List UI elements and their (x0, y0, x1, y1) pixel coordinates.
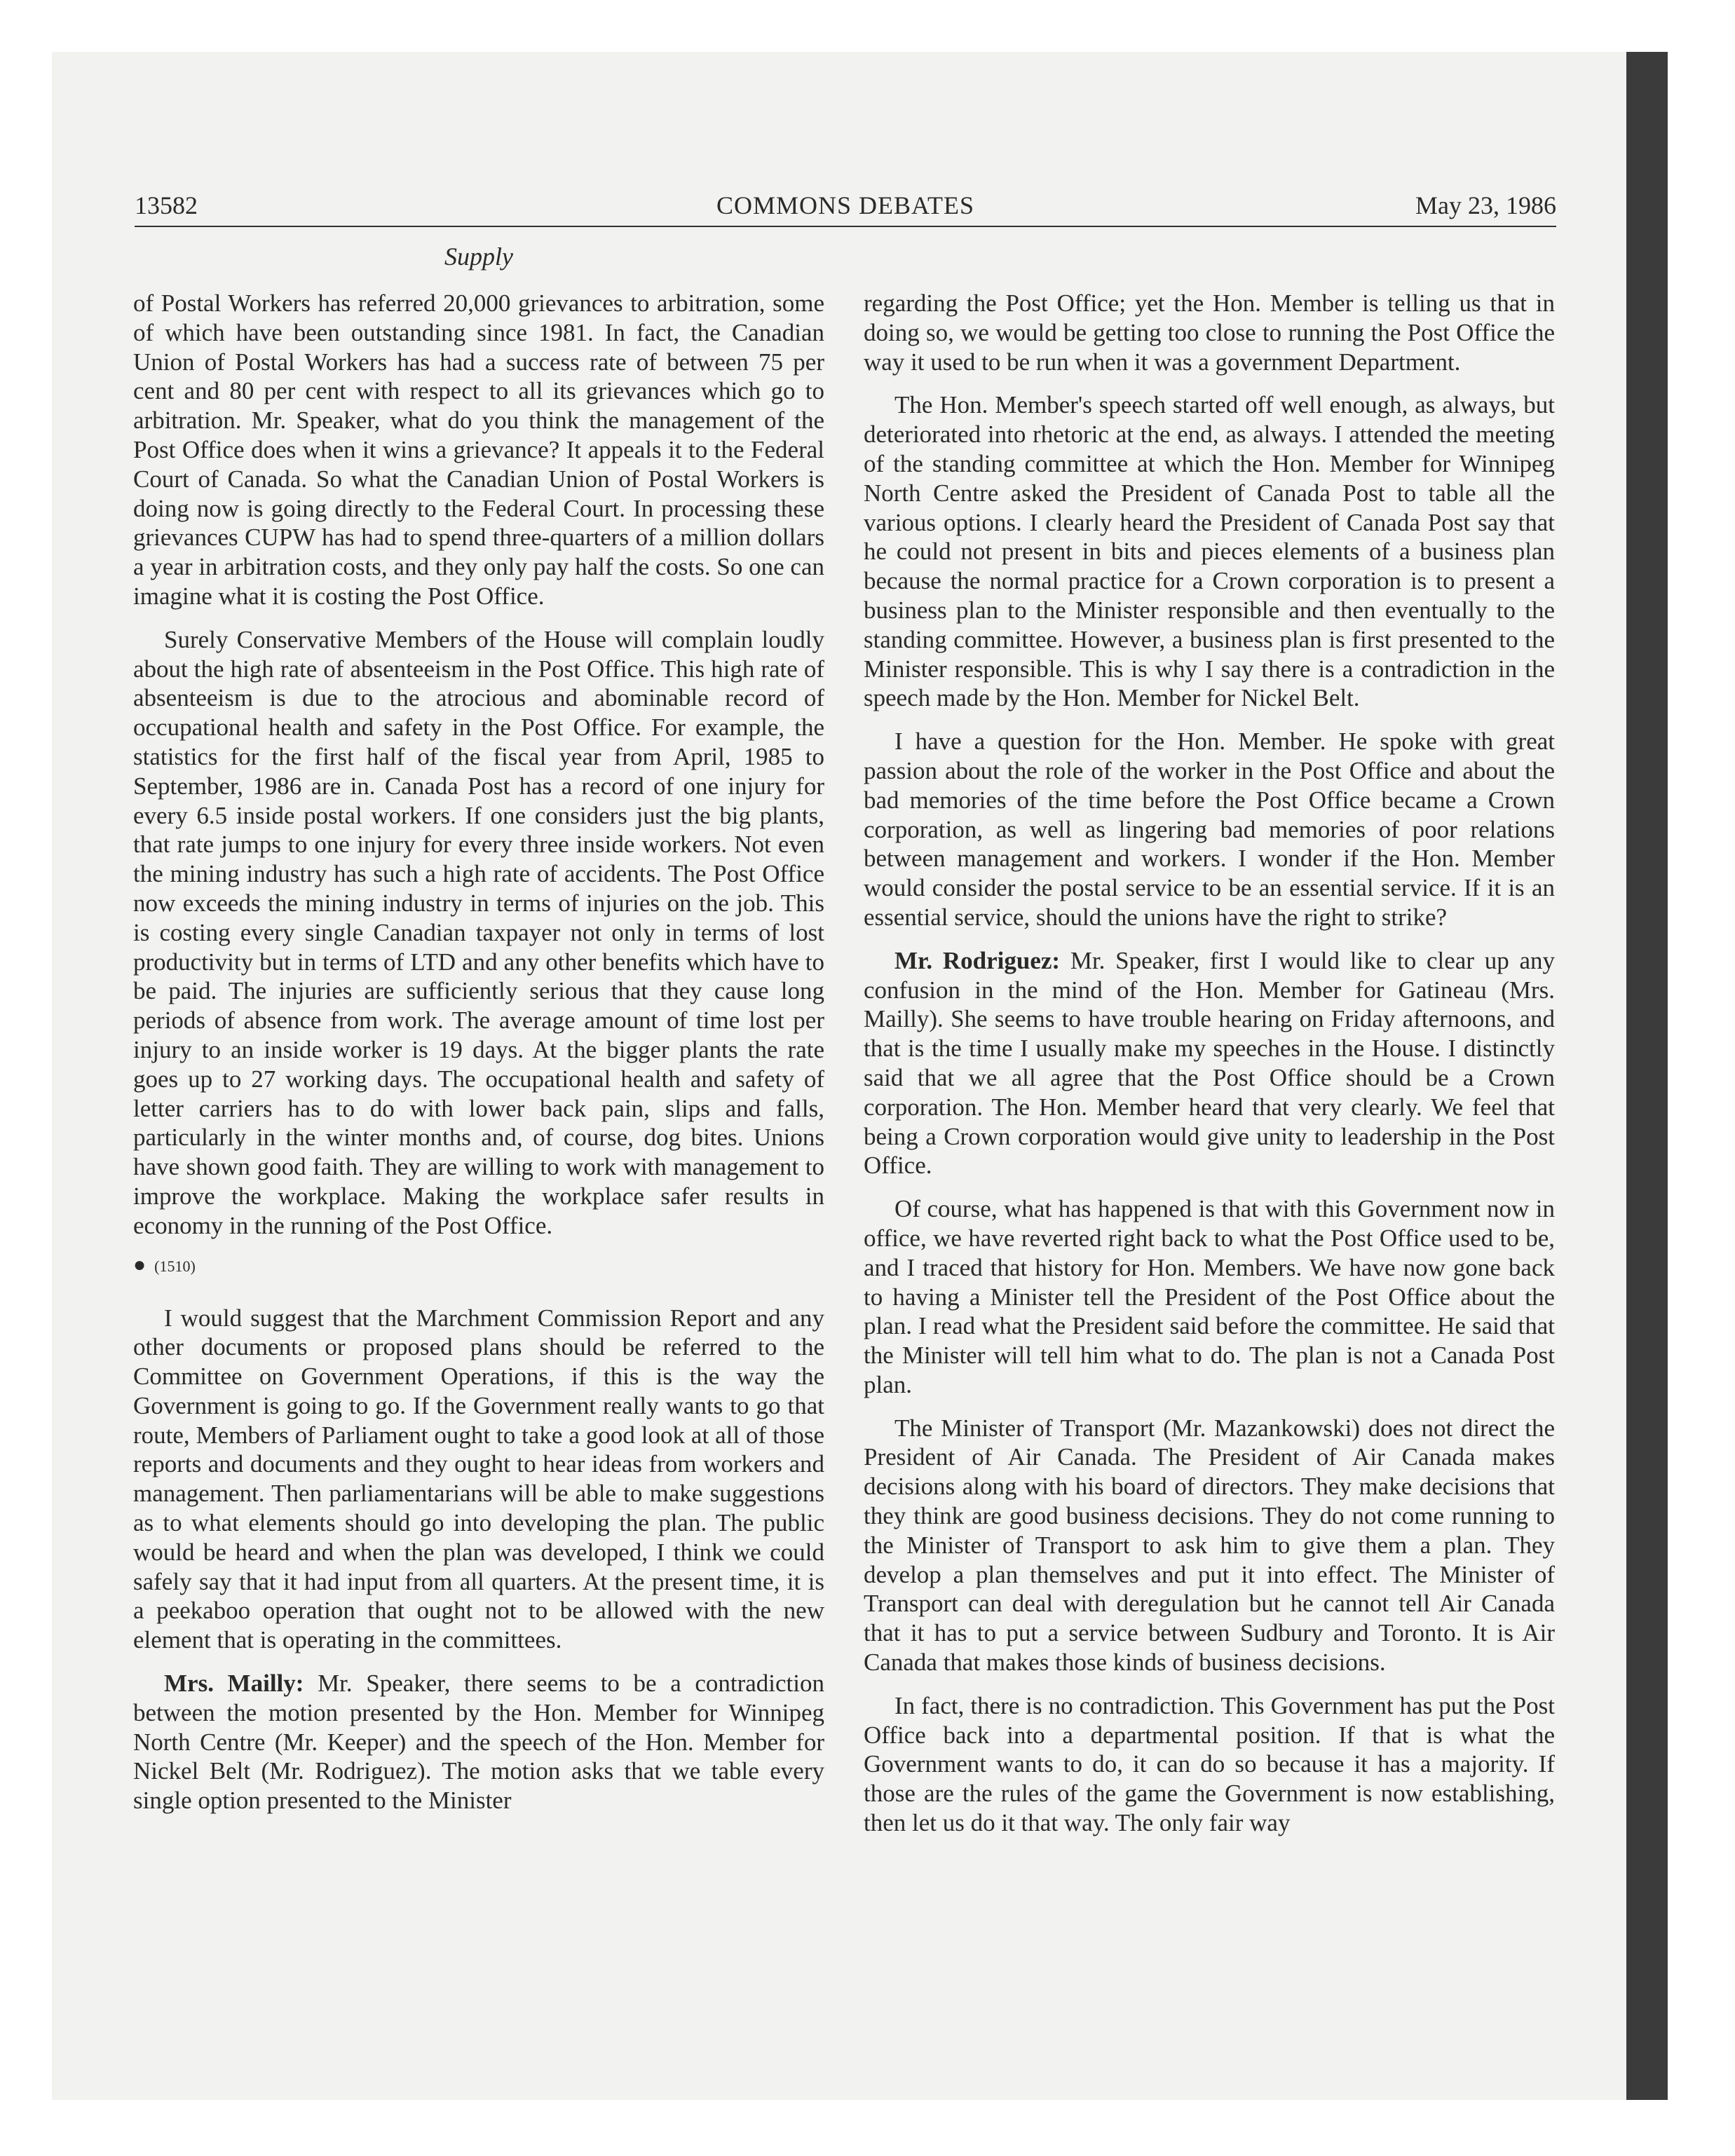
paragraph: I have a question for the Hon. Member. He spoke with great passion about the role of the worker in the Post Office and about the bad memories of the time before the Post Office became a Crown corporation, as well as lingering bad memories of poor relations between management and workers. I wonder if the Hon. Member would consider the postal service to be an essential service. If it is an essential service, should the unions have the right to strike? (864, 728, 1555, 931)
bullet-icon: ● (133, 1253, 147, 1276)
right-column (864, 289, 1555, 2083)
paragraph: I would suggest that the Marchment Commission Report and any other documents or proposed plans should be referred to the Committee on Government Operations, if this is the way the Government is going to go. If the Government really wants to go that route, Members of Parliament ought to take a good look at all of those reports and documents and they ought to hear ideas from workers and management. Then parliamentarians will be able to make suggestions as to what elements should go into developing the plan. The public would be heard and when the plan was developed, I think we could safely say that it had input from all quarters. At the present time, it is a peekaboo operation that ought not to be allowed with the new element that is operating in the committees. (133, 1304, 824, 1654)
speaker-paragraph (864, 946, 1555, 1180)
paragraph: The Minister of Transport (Mr. Mazankowski) does not direct the President of Air Canada. The President of Air Canada makes decisions along with his board of directors. They make decisions that they think are good business decisions. They do not come running to the Minister of Transport to ask him to give them a plan. They develop a plan themselves and put it into effect. The Minister of Transport can deal with deregulation but he cannot tell Air Canada that it has to put a service between Sudbury and Toronto. It is Air Canada that makes those kinds of business decisions. (864, 1414, 1555, 1677)
page-number: 13582 (135, 191, 198, 219)
time-marker (133, 1255, 824, 1277)
speech-text: Mr. Speaker, first I would like to clear up any confusion in the mind of the Hon. Member for Gatineau (Mrs. Mailly). She seems to have trouble hearing on Friday afternoons, and that is the time I usually make my speeches in the House. I distinctly said that we all agree that the Post Office should be a Crown corporation. The Hon. Member heard that very clearly. We feel that being a Crown corporation would give unity to leadership in the Post Office. (864, 946, 1555, 1180)
header-rule (135, 226, 1556, 227)
paragraph: regarding the Post Office; yet the Hon. Member is telling us that in doing so, we would be getting too close to running the Post Office the way it used to be run when it was a government Department. (864, 289, 1555, 376)
paragraph: Surely Conservative Members of the House will complain loudly about the high rate of absenteeism in the Post Office. This high rate of absenteeism is due to the atrocious and abominable record of occupational health and safety in the Post Office. For example, the statistics for the first half of the fiscal year from April, 1985 to September, 1986 are in. Canada Post has a record of one injury for every 6.5 inside postal workers. If one considers just the big plants, that rate jumps to one injury for every three inside workers. Not even the mining industry has such a high rate of accidents. The Post Office now exceeds the mining industry in terms of injuries on the job. This is costing every single Canadian taxpayer not only in terms of lost productivity but in terms of LTD and any other benefits which have to be paid. The injuries are sufficiently serious that they cause long periods of absence from work. The average amount of time lost per injury to an inside worker is 19 days. At the bigger plants the rate goes up to 27 working days. The occupational health and safety of letter carriers has to do with lower back pain, slips and falls, particularly in the winter months and, of course, dog bites. Unions have shown good faith. They are willing to work with management to improve the workplace. Making the workplace safer results in economy in the running of the Post Office. (133, 625, 824, 1239)
speaker-name: Mr. Rodriguez: (894, 946, 1061, 974)
publication-title: COMMONS DEBATES (716, 191, 975, 219)
time-marker-text: (1510) (154, 1257, 196, 1275)
paragraph: of Postal Workers has referred 20,000 grievances to arbitration, some of which have been outstanding since 1981. In fact, the Canadian Union of Postal Workers has had a success rate of between 75 per cent and 80 per cent with respect to all its grievances which go to arbitration. Mr. Speaker, what do you think the management of the Post Office does when it wins a grievance? It appeals it to the Federal Court of Canada. So what the Canadian Union of Postal Workers is doing now is going directly to the Federal Court. In processing these grievances CUPW has had to spend three-quarters of a million dollars a year in arbitration costs, and they only pay half the costs. So one can imagine what it is costing the Post Office. (133, 289, 824, 610)
left-column (133, 289, 824, 2083)
publication-date: May 23, 1986 (1415, 191, 1556, 219)
section-heading: Supply (444, 243, 513, 271)
speaker-paragraph (133, 1669, 824, 1815)
running-header (135, 191, 1556, 227)
paragraph: In fact, there is no contradiction. This Government has put the Post Office back into a departmental position. If that is what the Government wants to do, it can do so because it has a majority. If those are the rules of the game the Government is now establishing, then let us do it that way. The only fair way (864, 1691, 1555, 1837)
scan-edge-bar (1626, 52, 1668, 2100)
paragraph: The Hon. Member's speech started off well enough, as always, but deteriorated into rhetoric at the end, as always. I attended the meeting of the standing committee at which the Hon. Member for Winnipeg North Centre asked the President of Canada Post to table all the various options. I clearly heard the President of Canada Post say that he could not present in bits and pieces elements of a business plan because the normal practice for a Crown corporation is to present a business plan to the Minister responsible and then eventually to the standing committee. However, a business plan is first presented to the Minister responsible. This is why I say there is a contradiction in the speech made by the Hon. Member for Nickel Belt. (864, 391, 1555, 712)
speaker-name: Mrs. Mailly: (164, 1670, 304, 1698)
paragraph: Of course, what has happened is that with this Government now in office, we have reverted right back to what the Post Office used to be, and I traced that history for Hon. Members. We have now gone back to having a Minister tell the President of the Post Office about the plan. I read what the President said before the committee. He said that the Minister will tell him what to do. The plan is not a Canada Post plan. (864, 1195, 1555, 1398)
speech-text: Mr. Speaker, there seems to be a contradiction between the motion presented by the Hon. Member for Winnipeg North Centre (Mr. Keeper) and the speech of the Hon. Member for Nickel Belt (Mr. Rodriguez). The motion asks that we table every single option presented to the Minister (133, 1670, 824, 1815)
